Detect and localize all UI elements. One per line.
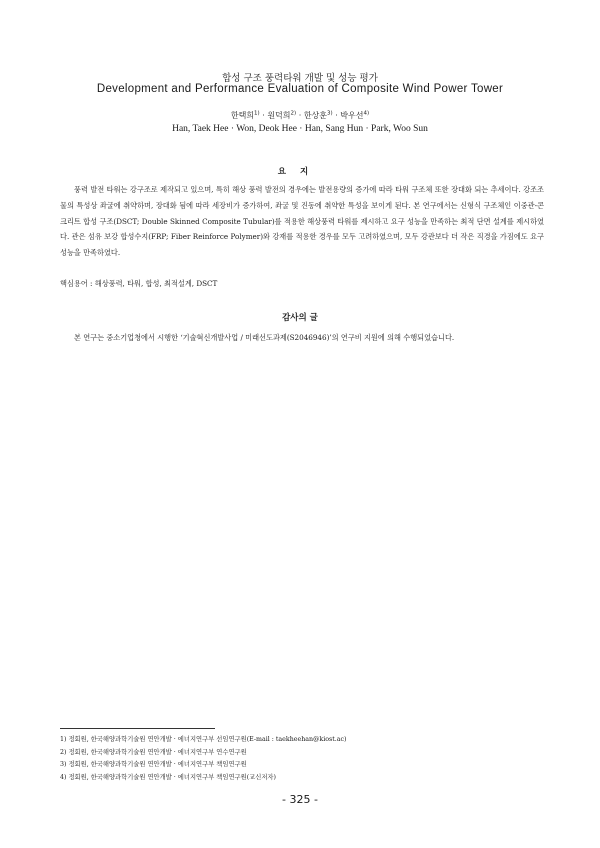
abstract-text: 풍력 발전 타워는 강구조로 제작되고 있으며, 특히 해상 풍력 발전의 경우에는 발전용량의 증가에 따라 타워 구조체 또한 장대화 되는 추세이다. 강조조물의 특성상 좌굴에 취약하며, 장대화 됨에 따라 세장비가 증가하여, 좌굴 및 진동에 취약한 특성을 보이게 된다. 본 연구에서는 신형식 구조체인 이중관-콘크리트 합성 구조(DSCT; Double Skinned Composite Tubular)를 적용한 해상풍력 타워를 제시하고 요구 성능을 만족하는 최적 단면 설계를 제시하였다. 관은 섬유 보강 합성수지(FRP; Fiber Reinforce Polymer)와 강재를 적용한 경우를 모두 고려하였으며, 모두 강관보다 더 작은 직경을 가짐에도 요구 성능을 만족하였다. <box>60 185 544 258</box>
footnotes <box>60 734 540 784</box>
author-name: 박우선 <box>340 111 364 120</box>
author-mark: 3) <box>327 110 333 117</box>
author-mark: 4) <box>363 110 370 117</box>
author-separator: · <box>262 111 265 120</box>
author-mark: 1) <box>254 110 260 117</box>
footnote: 2) 정회원, 한국해양과학기술원 연안개발 · 에너지연구부 연수연구원 <box>60 748 247 756</box>
acknowledgement-text: 본 연구는 중소기업청에서 시행한 ‘기술혁신개발사업 / 미래선도과제(S2046946)’의 연구비 지원에 의해 수행되었습니다. <box>74 333 455 342</box>
author-separator: · <box>335 111 338 120</box>
authors-korean <box>0 110 600 121</box>
keywords-line <box>60 279 217 289</box>
author-name: 한택희 <box>230 111 255 120</box>
page-number: - 325 - <box>282 793 318 806</box>
footnote: 1) 정회원, 한국해양과학기술원 연안개발 · 에너지연구부 선임연구원(E-mail : taekheehan@kiost.ac) <box>60 736 347 743</box>
footnote-divider <box>60 728 215 729</box>
footnote: 3) 정회원, 한국해양과학기술원 연안개발 · 에너지연구부 책임연구원 <box>60 761 247 769</box>
footnote: 4) 정회원, 한국해양과학기술원 연안개발 · 에너지연구부 책임연구원(교신저자) <box>60 773 276 781</box>
author-name: 한상훈 <box>303 111 327 120</box>
title-english: Development and Performance Evaluation of Composite Wind Power Tower <box>96 83 504 95</box>
author-mark: 2) <box>290 110 297 117</box>
acknowledgement-heading: 감사의 글 <box>282 313 318 323</box>
keywords-value: 해상풍력, 타워, 합성, 최적설계, DSCT <box>94 279 218 288</box>
author-name: 원덕희 <box>267 111 291 120</box>
author-separator: · <box>298 111 302 120</box>
authors-english: Han, Taek Hee · Won, Deok Hee · Han, Sang Hun · Park, Woo Sun <box>172 124 428 134</box>
title-korean: 합성 구조 풍력타워 개발 및 성능 평가 <box>222 73 378 84</box>
keywords-label: 핵심용어 : <box>60 279 95 288</box>
abstract-heading: 요지 <box>277 167 323 177</box>
